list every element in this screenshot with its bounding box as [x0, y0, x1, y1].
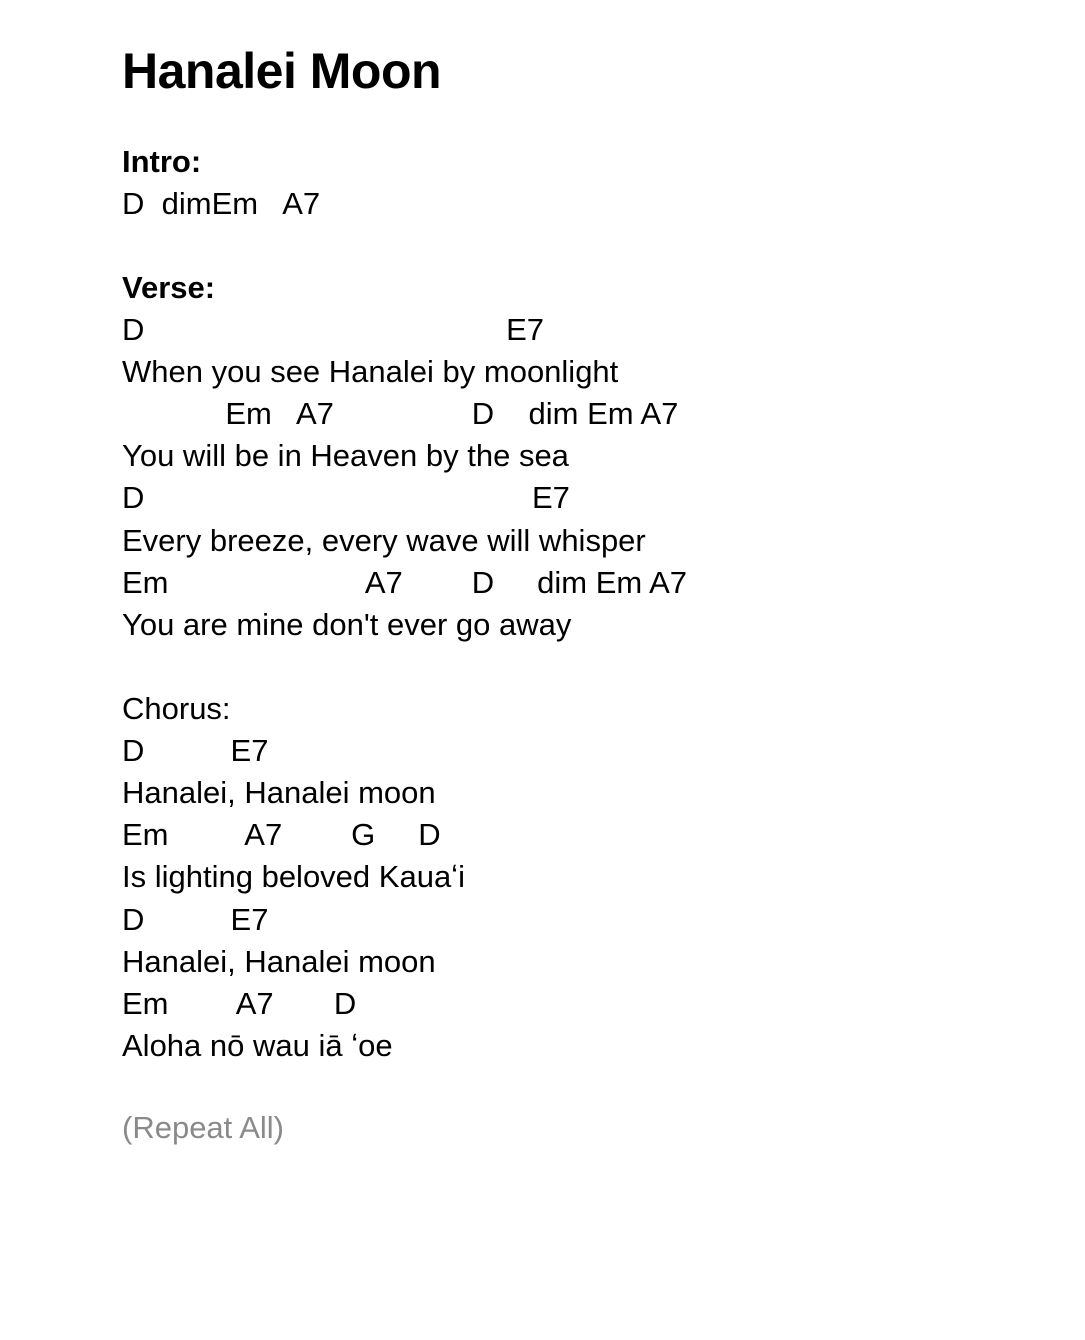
chord-line: Em A7 D dim Em A7: [122, 396, 679, 432]
repeat-note: (Repeat All): [122, 1110, 284, 1146]
lyric-line: Is lighting beloved Kauaʻi: [122, 859, 465, 895]
spacer: [122, 225, 1025, 267]
section-intro: [122, 141, 1025, 225]
chord-line: D E7: [122, 732, 269, 768]
section-chorus: [122, 688, 1025, 1067]
spacer: [122, 646, 1025, 688]
section-verse: [122, 267, 1025, 646]
lyric-line: You are mine don't ever go away: [122, 606, 572, 642]
chord-line: Em A7 G D: [122, 817, 441, 853]
page-title: Hanalei Moon: [122, 43, 442, 99]
section-heading-verse: Verse:: [122, 270, 216, 305]
lyric-line: Every breeze, every wave will whisper: [122, 522, 646, 558]
section-heading-chorus: Chorus:: [122, 691, 231, 727]
chord-line: D E7: [122, 901, 269, 937]
spacer: [122, 99, 1025, 141]
spacer: [122, 1067, 1025, 1107]
lyric-line: Hanalei, Hanalei moon: [122, 775, 436, 811]
lyric-line: You will be in Heaven by the sea: [122, 438, 569, 474]
chord-line: Em A7 D: [122, 985, 357, 1021]
chord-line: Em A7 D dim Em A7: [122, 564, 688, 600]
section-heading-intro: Intro:: [122, 144, 202, 179]
lyric-line: When you see Hanalei by moonlight: [122, 354, 619, 389]
chord-line: D E7: [122, 480, 570, 516]
chord-line: D dimEm A7: [122, 185, 321, 221]
lyric-line: Aloha nō wau iā ʻoe: [122, 1028, 393, 1064]
chord-line: D E7: [122, 311, 545, 347]
lyric-line: Hanalei, Hanalei moon: [122, 943, 436, 979]
